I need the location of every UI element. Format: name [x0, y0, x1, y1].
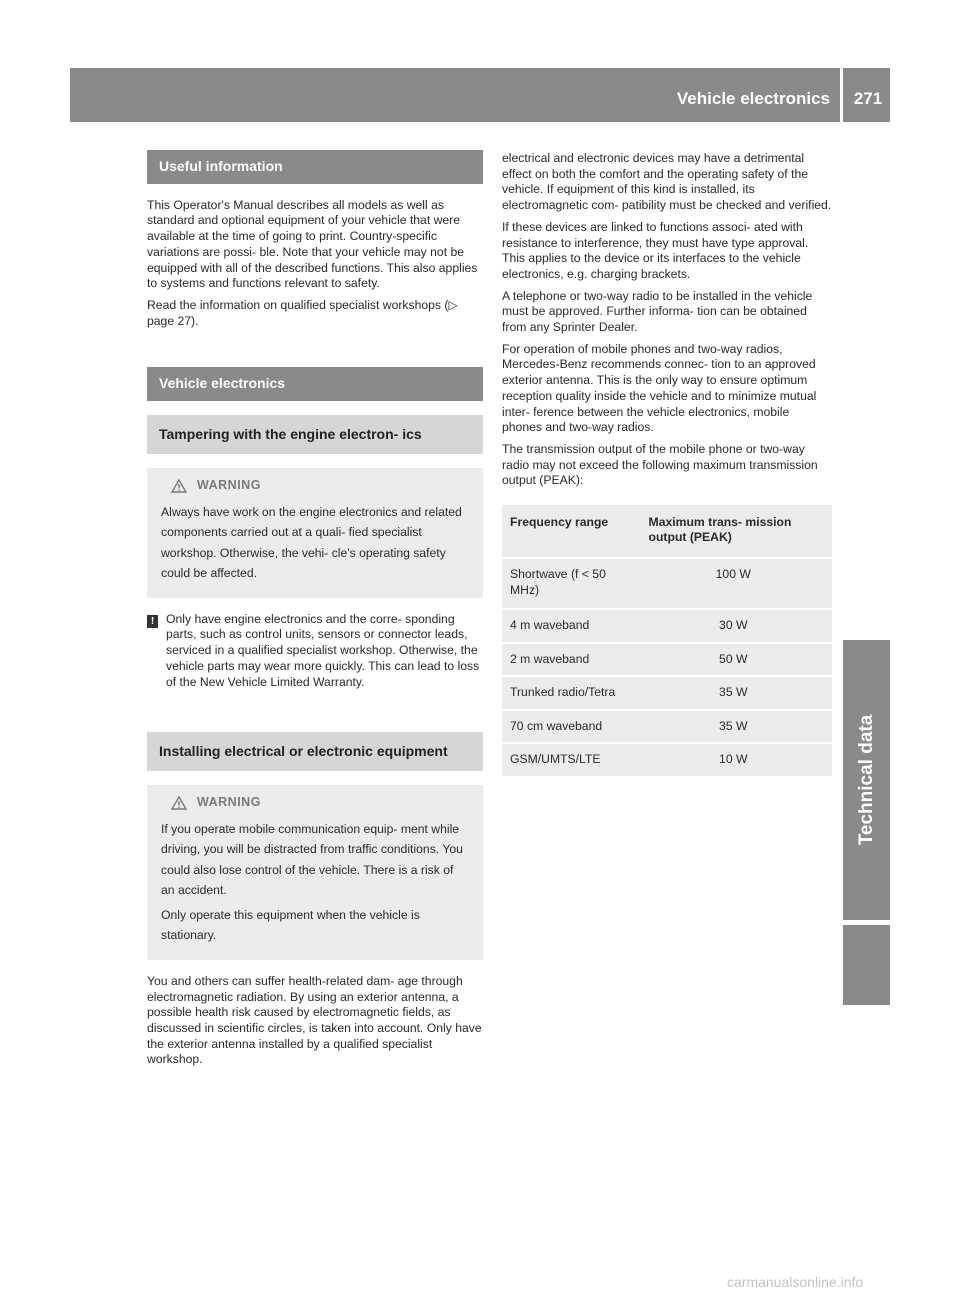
cell-frequency-range: 2 m waveband	[502, 644, 635, 676]
warning-label: WARNING	[197, 795, 261, 810]
cell-max-output: 10 W	[635, 744, 832, 776]
transmission-output-table	[502, 503, 832, 778]
cell-frequency-range: Trunked radio/Tetra	[502, 677, 635, 709]
header-separator	[840, 68, 843, 122]
paragraph: A telephone or two-way radio to be installed in the vehicle must be approved. Further informa- tion can be obtained from any Sprinter Dealer.	[502, 288, 813, 335]
paragraph: The transmission output of the mobile phone or two-way radio may not exceed the following maximum transmission output (PEAK):	[502, 441, 818, 488]
right-column	[502, 151, 832, 778]
paragraph: Read the information on qualified specialist workshops (▷ page 27).	[147, 297, 458, 328]
cell-max-output: 30 W	[635, 610, 832, 642]
note	[147, 612, 483, 691]
subheading-installing-equipment: Installing electrical or electronic equipment	[147, 732, 483, 771]
table-row	[502, 677, 832, 709]
table-row	[502, 610, 832, 642]
page-number: 271	[853, 89, 883, 108]
warning-text: Only operate this equipment when the vehicle is stationary.	[161, 907, 420, 943]
side-tab-technical-data	[843, 640, 890, 920]
section-heading-vehicle-electronics: Vehicle electronics	[147, 367, 483, 401]
subheading-tampering: Tampering with the engine electron- ics	[147, 415, 483, 454]
left-column	[147, 150, 483, 1074]
notice-icon: !	[147, 615, 158, 628]
warning-text: If you operate mobile communication equip- ment while driving, you will be distracted from traffic conditions. You could also lose control of the vehicle. There is a risk of an accident.	[161, 821, 463, 898]
warning-triangle-icon	[171, 479, 187, 493]
column-header-frequency-range: Frequency range	[502, 505, 635, 557]
page-header	[70, 68, 890, 122]
warning-title	[171, 478, 469, 494]
section-heading-useful-information: Useful information	[147, 150, 483, 184]
cell-max-output: 50 W	[635, 644, 832, 676]
warning-text: Always have work on the engine electronics and related components carried out at a quali- fied specialist workshop. Otherwise, the vehi- cle's operating safety could be affected.	[161, 504, 462, 581]
paragraph: If these devices are linked to functions associ- ated with resistance to interference, they must have type approval. This applies to the device or its interfaces to the vehicle electronics, e.g. charging brackets.	[502, 219, 809, 281]
table-row	[502, 711, 832, 743]
warning-title	[171, 795, 469, 811]
warning-triangle-icon	[171, 796, 187, 810]
paragraph: You and others can suffer health-related dam- age through electromagnetic radiation. By using an exterior antenna, a possible health risk caused by electromagnetic fields, as discussed in scientific circles, is taken into account. Only have the exterior antenna installed by a qualified specialist workshop.	[147, 973, 482, 1067]
cell-max-output: 35 W	[635, 711, 832, 743]
warning-label: WARNING	[197, 478, 261, 493]
paragraph: electrical and electronic devices may have a detrimental effect on both the comfort and the operating safety of the vehicle. If equipment of this kind is installed, its electromagnetic com- patibility must be checked and verified.	[502, 151, 832, 213]
paragraph: For operation of mobile phones and two-way radios, Mercedes-Benz recommends connec- tion to an approved exterior antenna. This is the only way to ensure optimum reception quality inside the vehicle and to minimize mutual inter- ference between the vehicle electronics, mobile phones and two-way radios.	[502, 341, 817, 435]
side-tab-block	[843, 925, 890, 1005]
paragraph: This Operator's Manual describes all models as well as standard and optional equipment of your vehicle that were available at the time of going to print. Country-specific variations are possi- ble. Note that your vehicle may not be equipped with all of the described functions. This also applies to systems and functions relevant to safety.	[147, 197, 478, 291]
cell-frequency-range: GSM/UMTS/LTE	[502, 744, 635, 776]
cell-max-output: 35 W	[635, 677, 832, 709]
cell-frequency-range: 4 m waveband	[502, 610, 635, 642]
header-title: Vehicle electronics	[676, 89, 830, 108]
table-row	[502, 644, 832, 676]
warning-box	[147, 468, 483, 598]
side-tab-label: Technical data	[855, 714, 877, 846]
table-row	[502, 559, 832, 608]
cell-max-output: 100 W	[635, 559, 832, 608]
footer-watermark[interactable]: carmanualsonline.info	[727, 1274, 864, 1290]
table-header-row	[502, 505, 832, 557]
table-row	[502, 744, 832, 776]
note-text: Only have engine electronics and the corre- sponding parts, such as control units, sensors or connector leads, serviced in a qualified specialist workshop. Otherwise, the vehicle parts may wear more quickly. This can lead to loss of the New Vehicle Limited Warranty.	[166, 611, 480, 689]
warning-box	[147, 785, 483, 960]
cell-frequency-range: Shortwave (f < 50 MHz)	[502, 559, 635, 608]
column-header-max-output: Maximum trans- mission output (PEAK)	[635, 505, 832, 557]
cell-frequency-range: 70 cm waveband	[502, 711, 635, 743]
